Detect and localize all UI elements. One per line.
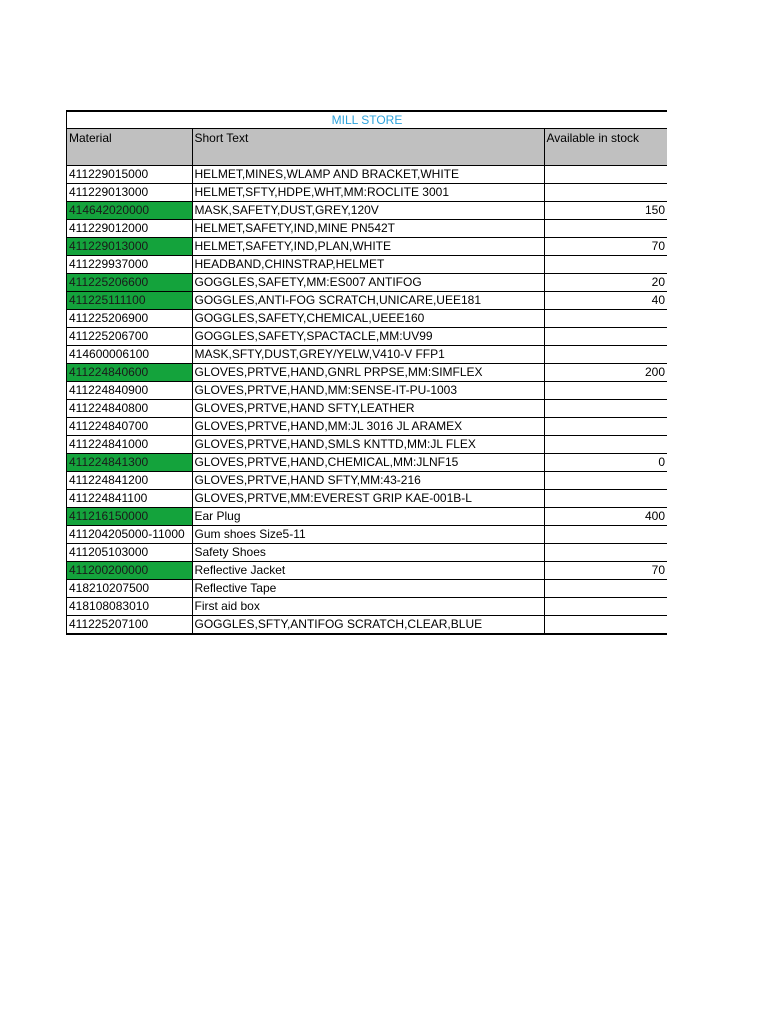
material-cell[interactable]: 411224841200 <box>67 472 192 490</box>
short-text-cell[interactable]: MASK,SAFETY,DUST,GREY,120V <box>192 202 544 220</box>
header-row <box>67 129 667 166</box>
stock-cell[interactable] <box>544 346 667 364</box>
short-text-cell[interactable]: HELMET,MINES,WLAMP AND BRACKET,WHITE <box>192 166 544 184</box>
material-cell[interactable]: 411204205000-11000 <box>67 526 192 544</box>
material-cell[interactable]: 411225207100 <box>67 616 192 634</box>
stock-cell[interactable]: 20 <box>544 274 667 292</box>
short-text-cell[interactable]: HELMET,SAFETY,IND,MINE PN542T <box>192 220 544 238</box>
stock-cell[interactable] <box>544 436 667 454</box>
table-row <box>67 580 667 598</box>
stock-cell[interactable] <box>544 310 667 328</box>
stock-cell[interactable] <box>544 400 667 418</box>
short-text-cell[interactable]: Safety Shoes <box>192 544 544 562</box>
material-cell[interactable]: 411205103000 <box>67 544 192 562</box>
table-row <box>67 364 667 382</box>
short-text-cell[interactable]: Reflective Jacket <box>192 562 544 580</box>
table-row <box>67 526 667 544</box>
header-short-text: Short Text <box>192 129 544 166</box>
material-cell[interactable]: 411224840600 <box>67 364 192 382</box>
stock-cell[interactable] <box>544 184 667 202</box>
stock-cell[interactable]: 70 <box>544 238 667 256</box>
stock-table <box>67 128 667 633</box>
stock-cell[interactable] <box>544 166 667 184</box>
table-body <box>67 166 667 634</box>
table-row <box>67 454 667 472</box>
material-cell[interactable]: 411229937000 <box>67 256 192 274</box>
table-row <box>67 346 667 364</box>
material-cell[interactable]: 411229013000 <box>67 238 192 256</box>
short-text-cell[interactable]: GOGGLES,ANTI-FOG SCRATCH,UNICARE,UEE181 <box>192 292 544 310</box>
table-row <box>67 310 667 328</box>
short-text-cell[interactable]: GLOVES,PRTVE,HAND,SMLS KNTTD,MM:JL FLEX <box>192 436 544 454</box>
stock-cell[interactable] <box>544 544 667 562</box>
stock-cell[interactable] <box>544 598 667 616</box>
material-cell[interactable]: 411225206900 <box>67 310 192 328</box>
material-cell[interactable]: 418108083010 <box>67 598 192 616</box>
table-row <box>67 238 667 256</box>
short-text-cell[interactable]: GOGGLES,SFTY,ANTIFOG SCRATCH,CLEAR,BLUE <box>192 616 544 634</box>
table-row <box>67 274 667 292</box>
material-cell[interactable]: 411229015000 <box>67 166 192 184</box>
material-cell[interactable]: 411224840800 <box>67 400 192 418</box>
material-cell[interactable]: 411229012000 <box>67 220 192 238</box>
short-text-cell[interactable]: HELMET,SFTY,HDPE,WHT,MM:ROCLITE 3001 <box>192 184 544 202</box>
table-row <box>67 508 667 526</box>
stock-cell[interactable] <box>544 526 667 544</box>
stock-sheet <box>66 110 667 635</box>
table-row <box>67 328 667 346</box>
material-cell[interactable]: 411225111100 <box>67 292 192 310</box>
short-text-cell[interactable]: GLOVES,PRTVE,HAND SFTY,MM:43-216 <box>192 472 544 490</box>
table-row <box>67 544 667 562</box>
short-text-cell[interactable]: HELMET,SAFETY,IND,PLAN,WHITE <box>192 238 544 256</box>
stock-cell[interactable] <box>544 220 667 238</box>
table-row <box>67 472 667 490</box>
stock-cell[interactable]: 0 <box>544 454 667 472</box>
material-cell[interactable]: 418210207500 <box>67 580 192 598</box>
table-row <box>67 436 667 454</box>
table-row <box>67 292 667 310</box>
table-row <box>67 598 667 616</box>
stock-cell[interactable] <box>544 256 667 274</box>
stock-cell[interactable] <box>544 616 667 634</box>
table-row <box>67 616 667 634</box>
short-text-cell[interactable]: GOGGLES,SAFETY,MM:ES007 ANTIFOG <box>192 274 544 292</box>
table-row <box>67 202 667 220</box>
short-text-cell[interactable]: Ear Plug <box>192 508 544 526</box>
header-available-in-stock: Available in stock <box>544 129 667 166</box>
short-text-cell[interactable]: GOGGLES,SAFETY,CHEMICAL,UEEE160 <box>192 310 544 328</box>
stock-cell[interactable] <box>544 328 667 346</box>
material-cell[interactable]: 411225206600 <box>67 274 192 292</box>
stock-cell[interactable] <box>544 472 667 490</box>
stock-cell[interactable]: 70 <box>544 562 667 580</box>
short-text-cell[interactable]: First aid box <box>192 598 544 616</box>
table-row <box>67 166 667 184</box>
table-row <box>67 256 667 274</box>
table-row <box>67 220 667 238</box>
material-cell[interactable]: 411200200000 <box>67 562 192 580</box>
table-row <box>67 184 667 202</box>
stock-cell[interactable]: 400 <box>544 508 667 526</box>
material-cell[interactable]: 411229013000 <box>67 184 192 202</box>
material-cell[interactable]: 411216150000 <box>67 508 192 526</box>
stock-cell[interactable]: 200 <box>544 364 667 382</box>
table-row <box>67 382 667 400</box>
material-cell[interactable]: 411224841000 <box>67 436 192 454</box>
material-cell[interactable]: 411225206700 <box>67 328 192 346</box>
header-material: Material <box>67 129 192 166</box>
stock-cell[interactable]: 40 <box>544 292 667 310</box>
material-cell[interactable]: 414642020000 <box>67 202 192 220</box>
stock-cell[interactable]: 150 <box>544 202 667 220</box>
material-cell[interactable]: 411224841100 <box>67 490 192 508</box>
stock-cell[interactable] <box>544 580 667 598</box>
short-text-cell[interactable]: Reflective Tape <box>192 580 544 598</box>
short-text-cell[interactable]: GOGGLES,SAFETY,SPACTACLE,MM:UV99 <box>192 328 544 346</box>
short-text-cell[interactable]: GLOVES,PRTVE,HAND,GNRL PRPSE,MM:SIMFLEX <box>192 364 544 382</box>
short-text-cell[interactable]: GLOVES,PRTVE,HAND,CHEMICAL,MM:JLNF15 <box>192 454 544 472</box>
material-cell[interactable]: 411224840700 <box>67 418 192 436</box>
short-text-cell[interactable]: MASK,SFTY,DUST,GREY/YELW,V410-V FFP1 <box>192 346 544 364</box>
table-row <box>67 490 667 508</box>
short-text-cell[interactable]: GLOVES,PRTVE,HAND SFTY,LEATHER <box>192 400 544 418</box>
stock-cell[interactable] <box>544 382 667 400</box>
stock-cell[interactable] <box>544 490 667 508</box>
table-row <box>67 562 667 580</box>
short-text-cell[interactable]: GLOVES,PRTVE,MM:EVEREST GRIP KAE-001B-L <box>192 490 544 508</box>
material-cell[interactable]: 411224841300 <box>67 454 192 472</box>
sheet-title: MILL STORE <box>331 113 403 127</box>
short-text-cell[interactable]: GLOVES,PRTVE,HAND,MM:SENSE-IT-PU-1003 <box>192 382 544 400</box>
table-row <box>67 400 667 418</box>
short-text-cell[interactable]: Gum shoes Size5-11 <box>192 526 544 544</box>
material-cell[interactable]: 414600006100 <box>67 346 192 364</box>
short-text-cell[interactable]: HEADBAND,CHINSTRAP,HELMET <box>192 256 544 274</box>
table-row <box>67 418 667 436</box>
material-cell[interactable]: 411224840900 <box>67 382 192 400</box>
stock-cell[interactable] <box>544 418 667 436</box>
short-text-cell[interactable]: GLOVES,PRTVE,HAND,MM:JL 3016 JL ARAMEX <box>192 418 544 436</box>
